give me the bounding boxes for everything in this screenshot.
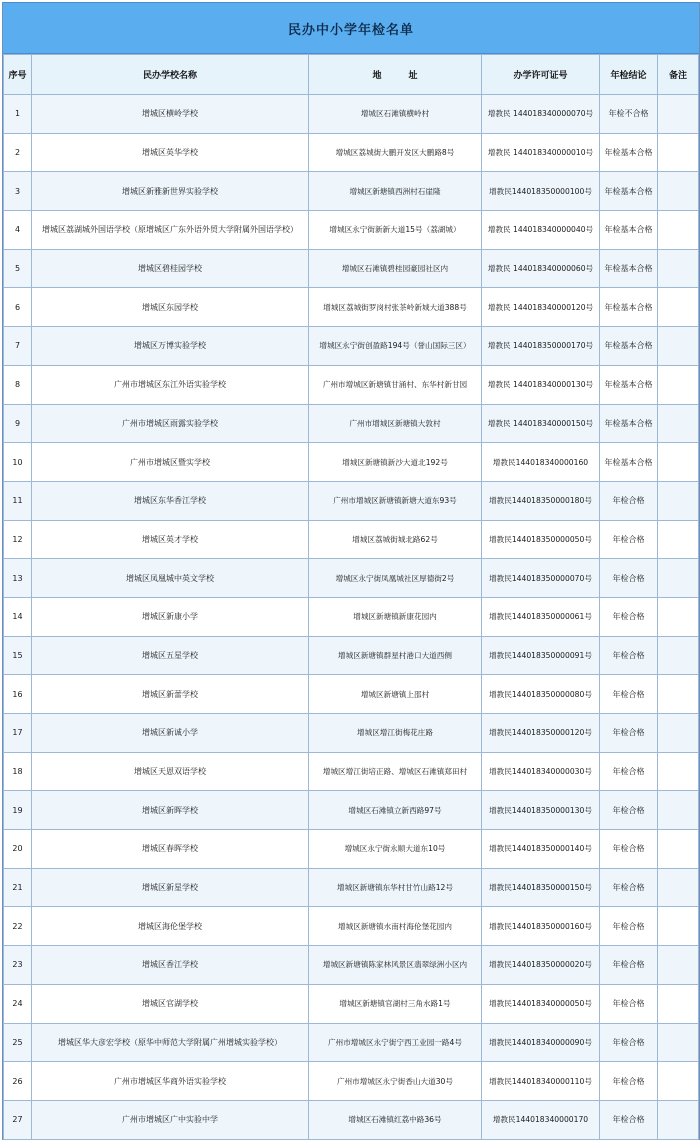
cell-address: 增城区荔城街罗岗村张茶岭新城大道388号 [309, 288, 482, 327]
table-row [4, 172, 699, 211]
cell-result: 年检基本合格 [600, 288, 658, 327]
cell-note [658, 597, 699, 636]
cell-index: 7 [4, 327, 32, 366]
cell-license: 增教民144018350000050号 [482, 520, 600, 559]
table-row [4, 404, 699, 443]
page-title: 民办中小学年检名单 [287, 22, 414, 38]
cell-license: 增教民144018350000180号 [482, 481, 600, 520]
cell-note [658, 443, 699, 482]
table-row [4, 481, 699, 520]
table-row [4, 830, 699, 869]
cell-result: 年检合格 [600, 984, 658, 1023]
table-row [4, 327, 699, 366]
cell-index: 26 [4, 1062, 32, 1101]
cell-school-name: 增城区英才学校 [32, 520, 309, 559]
cell-school-name: 增城区新星学校 [32, 868, 309, 907]
cell-address: 增城区永宁街凤凰城社区厚德街2号 [309, 559, 482, 598]
cell-license: 增教民 144018340000130号 [482, 365, 600, 404]
cell-address: 增城区新塘镇新康花园内 [309, 597, 482, 636]
table-row [4, 714, 699, 753]
header-result: 年检结论 [600, 55, 658, 95]
cell-school-name: 增城区新晖学校 [32, 791, 309, 830]
table-row [4, 249, 699, 288]
cell-note [658, 675, 699, 714]
cell-address: 增城区永宁街永顺大道东10号 [309, 830, 482, 869]
cell-note [658, 791, 699, 830]
table-row [4, 636, 699, 675]
cell-school-name: 增城区新康小学 [32, 597, 309, 636]
header-school-name: 民办学校名称 [32, 55, 309, 95]
cell-license: 增教民144018340000160 [482, 443, 600, 482]
cell-license: 增教民144018340000170 [482, 1100, 600, 1139]
cell-result: 年检基本合格 [600, 443, 658, 482]
table-row [4, 559, 699, 598]
cell-school-name: 增城区东华香江学校 [32, 481, 309, 520]
cell-note [658, 404, 699, 443]
cell-note [658, 1062, 699, 1101]
cell-school-name: 增城区香江学校 [32, 946, 309, 985]
cell-license: 增教民144018350000150号 [482, 868, 600, 907]
cell-address: 广州市增城区永宁街香山大道30号 [309, 1062, 482, 1101]
cell-school-name: 增城区华大彦宏学校（原华中师范大学附属广州增城实验学校） [32, 1023, 309, 1062]
cell-result: 年检基本合格 [600, 211, 658, 250]
cell-address: 广州市增城区新塘镇大敦村 [309, 404, 482, 443]
cell-index: 4 [4, 211, 32, 250]
table-row [4, 675, 699, 714]
cell-address: 增城区荔城街大鹏开发区大鹏路8号 [309, 133, 482, 172]
cell-index: 11 [4, 481, 32, 520]
cell-index: 9 [4, 404, 32, 443]
cell-license: 增教民144018340000030号 [482, 752, 600, 791]
cell-index: 23 [4, 946, 32, 985]
cell-result: 年检基本合格 [600, 172, 658, 211]
header-note: 备注 [658, 55, 699, 95]
cell-license: 增教民144018350000070号 [482, 559, 600, 598]
cell-note [658, 714, 699, 753]
cell-school-name: 增城区英华学校 [32, 133, 309, 172]
table-row [4, 907, 699, 946]
table-row [4, 288, 699, 327]
cell-note [658, 520, 699, 559]
cell-index: 19 [4, 791, 32, 830]
cell-index: 18 [4, 752, 32, 791]
cell-school-name: 增城区海伦堡学校 [32, 907, 309, 946]
cell-address: 广州市增城区新塘镇新塘大道东93号 [309, 481, 482, 520]
cell-address: 增城区新塘镇陈家林风景区翡翠绿洲小区内 [309, 946, 482, 985]
cell-index: 20 [4, 830, 32, 869]
cell-index: 21 [4, 868, 32, 907]
cell-result: 年检基本合格 [600, 404, 658, 443]
table-body [4, 95, 699, 1140]
cell-school-name: 增城区荔湖城外国语学校（原增城区广东外语外贸大学附属外国语学校） [32, 211, 309, 250]
cell-result: 年检基本合格 [600, 249, 658, 288]
cell-school-name: 增城区新诚小学 [32, 714, 309, 753]
cell-license: 增教民144018340000110号 [482, 1062, 600, 1101]
table-row [4, 946, 699, 985]
cell-school-name: 广州市增城区东江外语实验学校 [32, 365, 309, 404]
cell-note [658, 365, 699, 404]
school-inspection-sheet [2, 2, 700, 1140]
cell-address: 广州市增城区永宁街宁西工业园一路4号 [309, 1023, 482, 1062]
cell-address: 增城区永宁街创盈路194号（誉山国际三区） [309, 327, 482, 366]
cell-index: 24 [4, 984, 32, 1023]
cell-note [658, 288, 699, 327]
cell-result: 年检合格 [600, 1023, 658, 1062]
cell-school-name: 增城区五星学校 [32, 636, 309, 675]
cell-note [658, 327, 699, 366]
cell-school-name: 增城区官湖学校 [32, 984, 309, 1023]
cell-result: 年检合格 [600, 559, 658, 598]
table-row [4, 752, 699, 791]
cell-address: 增城区新塘镇西洲村石崖隆 [309, 172, 482, 211]
inspection-table [3, 54, 699, 1140]
cell-note [658, 946, 699, 985]
cell-note [658, 636, 699, 675]
cell-address: 增城区新塘镇群星村港口大道西侧 [309, 636, 482, 675]
cell-address: 增城区石滩镇碧桂园豪园社区内 [309, 249, 482, 288]
cell-index: 1 [4, 95, 32, 134]
table-row [4, 133, 699, 172]
cell-index: 25 [4, 1023, 32, 1062]
cell-license: 增教民144018350000130号 [482, 791, 600, 830]
cell-school-name: 增城区横岭学校 [32, 95, 309, 134]
cell-license: 增教民144018340000050号 [482, 984, 600, 1023]
header-address: 地 址 [309, 55, 482, 95]
table-row [4, 597, 699, 636]
table-row [4, 443, 699, 482]
cell-license: 增教民 144018350000170号 [482, 327, 600, 366]
cell-school-name: 增城区万博实验学校 [32, 327, 309, 366]
cell-address: 增城区新塘镇新沙大道北192号 [309, 443, 482, 482]
cell-result: 年检合格 [600, 946, 658, 985]
cell-index: 8 [4, 365, 32, 404]
cell-note [658, 907, 699, 946]
cell-license: 增教民 144018340000070号 [482, 95, 600, 134]
table-row [4, 1100, 699, 1139]
table-row [4, 1023, 699, 1062]
cell-note [658, 211, 699, 250]
cell-school-name: 广州市增城区华商外语实验学校 [32, 1062, 309, 1101]
cell-result: 年检合格 [600, 597, 658, 636]
cell-result: 年检合格 [600, 636, 658, 675]
table-row [4, 365, 699, 404]
cell-school-name: 增城区新雅新世界实验学校 [32, 172, 309, 211]
cell-result: 年检合格 [600, 752, 658, 791]
cell-index: 13 [4, 559, 32, 598]
cell-note [658, 481, 699, 520]
header-license: 办学许可证号 [482, 55, 600, 95]
cell-license: 增教民144018350000120号 [482, 714, 600, 753]
cell-license: 增教民 144018340000010号 [482, 133, 600, 172]
cell-license: 增教民144018350000091号 [482, 636, 600, 675]
cell-address: 增城区石滩镇立新西路97号 [309, 791, 482, 830]
cell-license: 增教民144018350000100号 [482, 172, 600, 211]
cell-index: 3 [4, 172, 32, 211]
cell-note [658, 752, 699, 791]
cell-license: 增教民144018350000080号 [482, 675, 600, 714]
cell-license: 增教民144018350000061号 [482, 597, 600, 636]
cell-result: 年检合格 [600, 481, 658, 520]
cell-index: 6 [4, 288, 32, 327]
cell-school-name: 广州市增城区雨露实验学校 [32, 404, 309, 443]
table-row [4, 868, 699, 907]
cell-address: 增城区新塘镇上邵村 [309, 675, 482, 714]
cell-result: 年检基本合格 [600, 133, 658, 172]
cell-address: 增城区新塘镇水南村海伦堡花园内 [309, 907, 482, 946]
cell-note [658, 1023, 699, 1062]
cell-index: 22 [4, 907, 32, 946]
cell-address: 广州市增城区新塘镇甘涌村、东华村新甘园 [309, 365, 482, 404]
cell-address: 增城区新塘镇官湖村三角水路1号 [309, 984, 482, 1023]
cell-index: 15 [4, 636, 32, 675]
cell-school-name: 增城区天恩双语学校 [32, 752, 309, 791]
cell-note [658, 172, 699, 211]
table-row [4, 211, 699, 250]
cell-result: 年检合格 [600, 520, 658, 559]
cell-license: 增教民144018340000090号 [482, 1023, 600, 1062]
table-row [4, 520, 699, 559]
cell-index: 27 [4, 1100, 32, 1139]
table-row [4, 95, 699, 134]
table-row [4, 791, 699, 830]
cell-note [658, 830, 699, 869]
cell-note [658, 1100, 699, 1139]
cell-index: 12 [4, 520, 32, 559]
cell-license: 增教民144018350000140号 [482, 830, 600, 869]
cell-index: 16 [4, 675, 32, 714]
header-index: 序号 [4, 55, 32, 95]
cell-address: 增城区石滩镇红荔中路36号 [309, 1100, 482, 1139]
cell-note [658, 95, 699, 134]
cell-index: 17 [4, 714, 32, 753]
cell-school-name: 增城区东园学校 [32, 288, 309, 327]
cell-result: 年检合格 [600, 791, 658, 830]
cell-license: 增教民 144018340000150号 [482, 404, 600, 443]
cell-note [658, 868, 699, 907]
cell-address: 增城区石滩镇横岭村 [309, 95, 482, 134]
cell-note [658, 984, 699, 1023]
cell-address: 增城区荔城街城北路62号 [309, 520, 482, 559]
cell-license: 增教民144018350000160号 [482, 907, 600, 946]
cell-result: 年检基本合格 [600, 327, 658, 366]
table-header-row [4, 55, 699, 95]
cell-result: 年检合格 [600, 714, 658, 753]
cell-address: 增城区增江街培正路、增城区石滩镇郑田村 [309, 752, 482, 791]
cell-note [658, 559, 699, 598]
cell-index: 14 [4, 597, 32, 636]
cell-result: 年检合格 [600, 868, 658, 907]
cell-result: 年检基本合格 [600, 365, 658, 404]
cell-license: 增教民 144018340000040号 [482, 211, 600, 250]
cell-license: 增教民 144018340000060号 [482, 249, 600, 288]
cell-school-name: 增城区碧桂园学校 [32, 249, 309, 288]
cell-school-name: 广州市增城区广中实验中学 [32, 1100, 309, 1139]
title-bar [3, 2, 699, 54]
cell-result: 年检不合格 [600, 95, 658, 134]
table-row [4, 984, 699, 1023]
cell-index: 10 [4, 443, 32, 482]
cell-address: 增城区增江街梅花庄路 [309, 714, 482, 753]
cell-address: 增城区新塘镇东华村甘竹山路12号 [309, 868, 482, 907]
cell-note [658, 249, 699, 288]
cell-result: 年检合格 [600, 1062, 658, 1101]
cell-address: 增城区永宁街新新大道15号（荔湖城） [309, 211, 482, 250]
cell-result: 年检合格 [600, 675, 658, 714]
table-row [4, 1062, 699, 1101]
cell-note [658, 133, 699, 172]
cell-school-name: 增城区新蕾学校 [32, 675, 309, 714]
cell-license: 增教民 144018340000120号 [482, 288, 600, 327]
cell-result: 年检合格 [600, 907, 658, 946]
cell-result: 年检合格 [600, 1100, 658, 1139]
cell-license: 增教民144018350000020号 [482, 946, 600, 985]
cell-school-name: 广州市增城区暨实学校 [32, 443, 309, 482]
cell-school-name: 增城区春晖学校 [32, 830, 309, 869]
cell-school-name: 增城区凤凰城中英文学校 [32, 559, 309, 598]
cell-result: 年检合格 [600, 830, 658, 869]
cell-index: 2 [4, 133, 32, 172]
cell-index: 5 [4, 249, 32, 288]
